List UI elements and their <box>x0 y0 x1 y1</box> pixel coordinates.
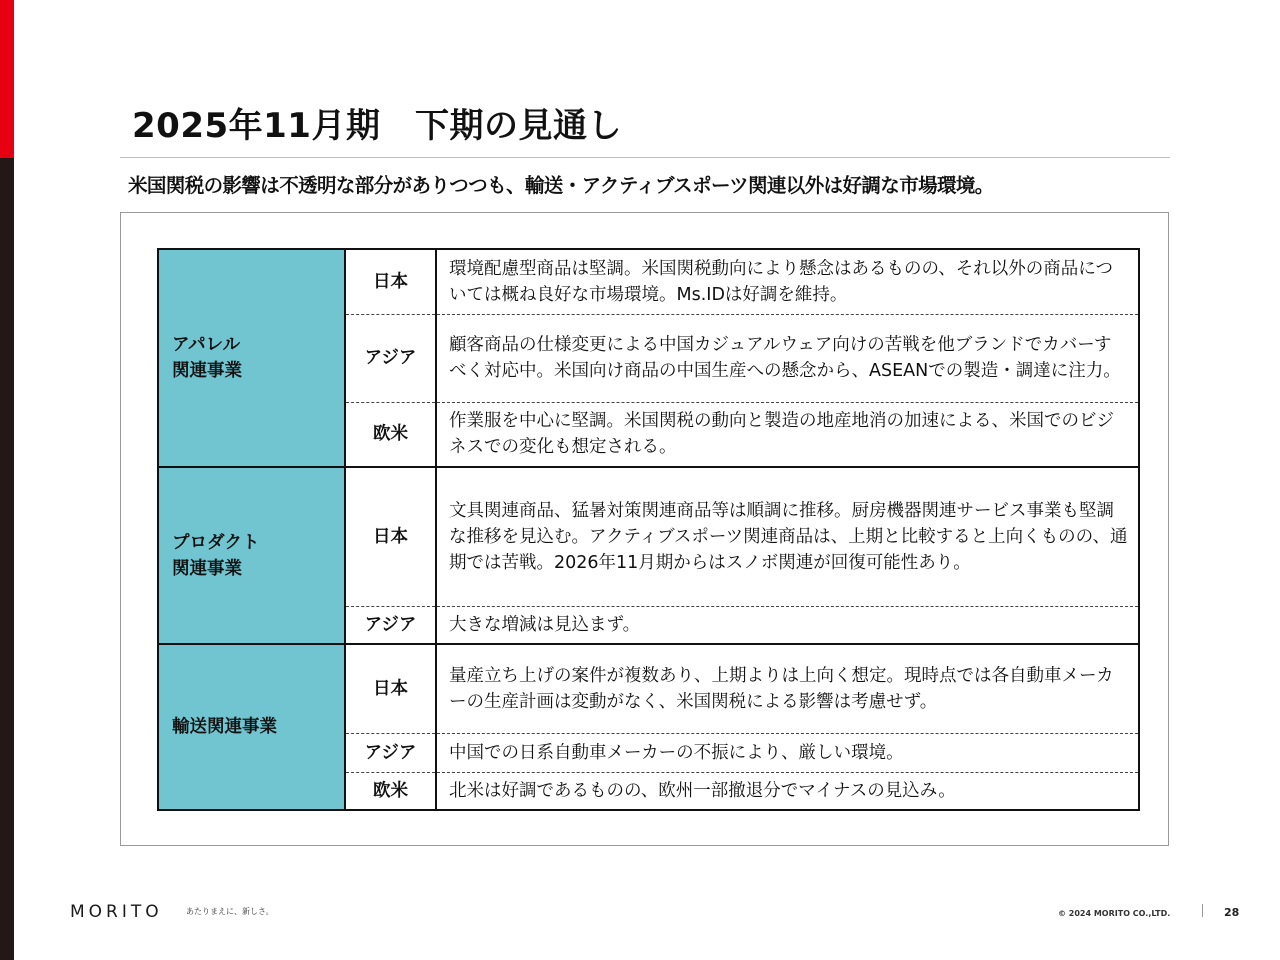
description-cell: 北米は好調であるものの、欧州一部撤退分でマイナスの見込み。 <box>449 780 956 801</box>
description-cell: 量産立ち上げの案件が複数あり、上期よりは上向く想定。現時点では各自動車メーカーの生産計画は変動がなく、米国関税による影響は考慮せず。 <box>436 644 1139 733</box>
description-cell: 顧客商品の仕様変更による中国カジュアルウェア向けの苦戦を他ブランドでカバーすべく対応中。米国向け商品の中国生産への懸念から、ASEANでの製造・調達に注力。 <box>436 314 1139 402</box>
description-cell: 大きな増減は見込まず。 <box>436 606 1139 644</box>
region-cell: 日本 <box>345 467 436 606</box>
segment-product <box>158 467 345 644</box>
page-number: 28 <box>1224 906 1240 919</box>
table-row <box>158 644 1139 733</box>
table-row <box>158 249 1139 314</box>
copyright-notice: © 2024 MORITO CO.,LTD. <box>1058 909 1171 918</box>
description-cell: 環境配慮型商品は堅調。米国関税動向により懸念はあるものの、それ以外の商品については概ね良好な市場環境。Ms.IDは好調を維持。 <box>436 249 1139 314</box>
region-cell: アジア <box>345 606 436 644</box>
segment-name: アパレル 関連事業 <box>172 335 242 381</box>
region-cell: 欧米 <box>345 772 436 810</box>
description-cell: 文具関連商品、猛暑対策関連商品等は順調に推移。厨房機器関連サービス事業も堅調な推移を見込む。アクティブスポーツ関連商品は、上期と比較すると上向くものの、通期では苦戦。2026年11月期からはスノボ関連が回復可能性あり。 <box>436 467 1139 606</box>
accent-bar-red <box>0 0 14 158</box>
segment-apparel <box>158 249 345 467</box>
region-cell: アジア <box>345 733 436 772</box>
region-cell: 日本 <box>345 644 436 733</box>
segment-name: プロダクト 関連事業 <box>172 532 260 579</box>
company-tagline: あたりまえに、新しさ。 <box>186 907 274 916</box>
accent-bar-dark <box>0 158 14 960</box>
title-divider <box>120 157 1170 158</box>
segment-name: 輸送関連事業 <box>172 717 277 737</box>
page-title: 2025年11月期 下期の見通し <box>132 106 622 146</box>
region-cell: 欧米 <box>345 402 436 467</box>
description-cell: 作業服を中心に堅調。米国関税の動向と製造の地産地消の加速による、米国でのビジネスでの変化も想定される。 <box>436 402 1139 467</box>
table-row <box>158 467 1139 606</box>
page-subtitle: 米国関税の影響は不透明な部分がありつつも、輸送・アクティブスポーツ関連以外は好調な市場環境。 <box>128 174 994 197</box>
outlook-table <box>157 248 1140 811</box>
description-cell: 中国での日系自動車メーカーの不振により、厳しい環境。 <box>436 733 1139 772</box>
company-logo: MORITO <box>70 902 163 922</box>
region-cell: アジア <box>345 314 436 402</box>
segment-transport <box>158 644 345 810</box>
region-cell: 日本 <box>345 249 436 314</box>
footer-divider <box>1202 904 1203 917</box>
